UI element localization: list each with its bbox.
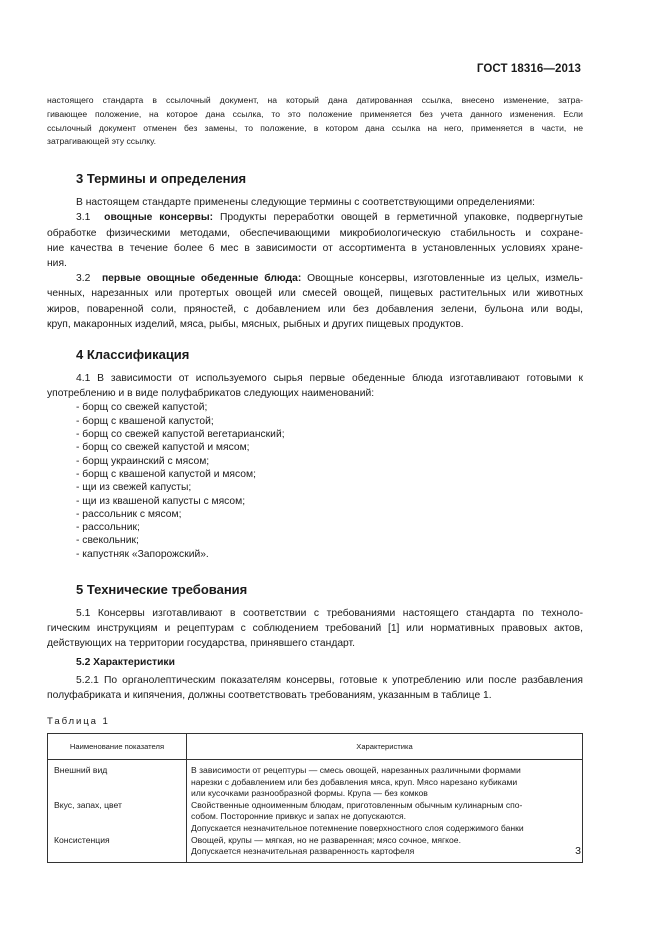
term-3-1-name: овощные консервы: [104, 212, 214, 224]
term-3-1: 3.1 овощные консервы: Продукты переработки овощей в герметичной упаковке, подвергнутые обработке физическими методами, обеспечивающими микробиологическую стабильность и сохране- ние качества в течение более 6 мес в зависимости от ассортимента в установленных условиях хране- ния. [47, 212, 583, 269]
table-caption: Таблица 1 [47, 716, 110, 727]
list-item: - рассольник с мясом; [76, 508, 182, 520]
document-id: ГОСТ 18316—2013 [476, 63, 581, 75]
paragraph-5-2-1: 5.2.1 По органолептическим показателям консервы, готовые к употреблению или после разбавления полуфабриката и кипячения, должны соответствовать требованиям, указанным в таблице 1. [47, 674, 583, 701]
term-3-2-name: первые овощные обеденные блюда: [101, 273, 302, 285]
indicator-description: Овощей, крупы — мягкая, но не разваренная; мясо сочное, мягкое. Допускается незначительная разваренность картофеля [187, 835, 583, 863]
list-item: - борщ с квашеной капустой и мясом; [76, 468, 256, 480]
table-row [48, 760, 583, 800]
column-header-characteristic: Характеристика [187, 734, 583, 760]
indicator-description: В зависимости от рецептуры — смесь овощей, нарезанных различными формами нарезки с добавлением или без добавления мяса, круп. Мясо нарезано кубиками или кусочками разнообразной формы. Крупа — без комков [187, 760, 583, 800]
indicator-name: Внешний вид [48, 760, 187, 800]
indicator-name: Консистенция [48, 835, 187, 863]
section4-title: 4 Классификация [76, 347, 190, 363]
list-item: - щи из свежей капусты; [76, 482, 192, 494]
section4-paragraph: 4.1 В зависимости от используемого сырья первые обеденные блюда изготавливают готовыми к употреблению и в виде полуфабрикатов следующих наименований: [47, 373, 583, 400]
section3-lead: В настоящем стандарте применены следующие термины с соответствующими определениями: [76, 197, 536, 209]
list-item: - борщ со свежей капустой вегетарианский; [76, 429, 285, 441]
list-item: - борщ с квашеной капустой; [76, 415, 214, 427]
table-header-row [48, 734, 583, 760]
list-item: - свекольник; [76, 535, 139, 547]
table-row [48, 800, 583, 835]
column-header-indicator: Наименование показателя [48, 734, 187, 760]
term-3-2: 3.2 первые овощные обеденные блюда: Овощные консервы, изготовленные из целых, измель- ченных, нарезанных или протертых овощей или смесей овощей, пищевых растительных или животных жиров, поваренной соли, пряностей, с добавлением или без добавления зелени, бульона или воды, круп, макаронных изделий, мяса, рыбы, мясных, рыбных и других пищевых продуктов. [47, 273, 583, 330]
table-row [48, 835, 583, 863]
subsection-5-2-title: 5.2 Характеристики [76, 656, 175, 668]
page-number: 3 [575, 845, 581, 857]
section3-title: 3 Термины и определения [76, 171, 247, 187]
list-item: - рассольник; [76, 522, 140, 534]
list-item: - борщ украинский с мясом; [76, 455, 210, 467]
paragraph-5-1: 5.1 Консервы изготавливают в соответствии с требованиями настоящего стандарта по техноло- гическим инструкциям и рецептурам с соблюдением требований [1] или нормативных правовых актов, действующих на территории государства, принявшего стандарт. [47, 607, 583, 650]
table-1 [47, 733, 583, 863]
list-item: - щи из квашеной капусты с мясом; [76, 495, 246, 507]
section5-title: 5 Технические требования [76, 581, 248, 597]
intro-paragraph: настоящего стандарта в ссылочный документ, на который дана датированная ссылка, внесено изменение, затра- гивающее положение, на которое дана ссылка, то это положение применяется без учета данного изменения. Если ссылочный документ отменен без замены, то положение, в котором дана ссылка на него, применяется в части, не затрагивающей эту ссылку. [47, 95, 583, 147]
indicator-name: Вкус, запах, цвет [48, 800, 187, 835]
list-item: - капустняк «Запорожский». [76, 548, 209, 560]
list-item: - борщ со свежей капустой и мясом; [76, 442, 250, 454]
list-item: - борщ со свежей капустой; [76, 402, 208, 414]
dish-list [47, 401, 583, 561]
indicator-description: Свойственные одноименным блюдам, приготовленным обычным кулинарным спо- собом. Посторонние привкус и запах не допускаются. Допускается незначительное потемнение поверхностного слоя содержимого банки [187, 800, 583, 835]
page-content [47, 94, 583, 863]
